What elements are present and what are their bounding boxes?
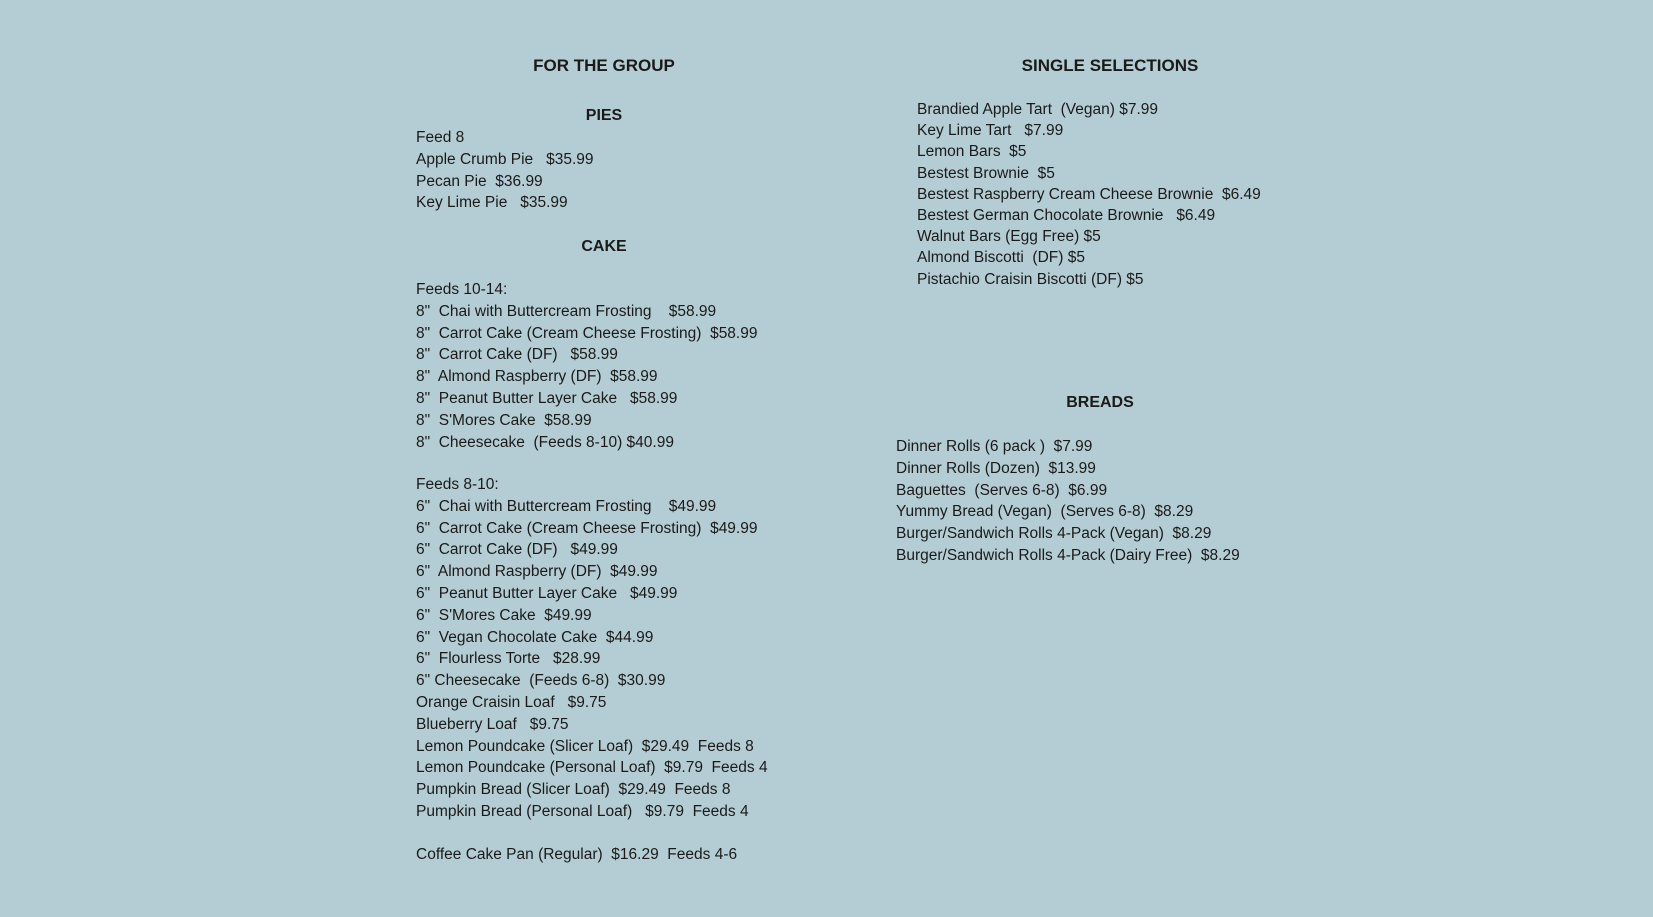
single-selections-heading: SINGLE SELECTIONS [1021, 56, 1199, 75]
menu-item: Dinner Rolls (6 pack ) $7.99 [896, 438, 1093, 455]
menu-item: Pumpkin Bread (Personal Loaf) $9.79 Feeds 4 [416, 803, 749, 820]
menu-item: 6" Vegan Chocolate Cake $44.99 [416, 628, 654, 646]
pies-heading: PIES [585, 107, 623, 124]
menu-item: Bestest Brownie $5 [917, 164, 1055, 182]
menu-item: 6" S'Mores Cake $49.99 [416, 606, 592, 624]
menu-item: 8" S'Mores Cake $58.99 [416, 411, 592, 429]
menu-item: 6" Flourless Torte $28.99 [416, 650, 601, 668]
menu-item: 8" Chai with Buttercream Frosting $58.99 [416, 302, 717, 320]
menu-item: 6" Carrot Cake (Cream Cheese Frosting) $49.99 [416, 519, 758, 537]
menu-item: Feeds 10-14: [416, 281, 508, 298]
menu-item: Bestest Raspberry Cream Cheese Brownie $6.49 [917, 185, 1261, 203]
menu-item: Key Lime Pie $35.99 [416, 194, 568, 212]
menu-item: 8" Carrot Cake (Cream Cheese Frosting) $58.99 [416, 324, 758, 342]
menu-item: Burger/Sandwich Rolls 4-Pack (Dairy Free) $8.29 [896, 547, 1240, 564]
menu-item: 8" Cheesecake (Feeds 8-10) $40.99 [416, 433, 674, 451]
breads-heading: BREADS [1066, 394, 1134, 411]
menu-item: Apple Crumb Pie $35.99 [416, 150, 594, 168]
menu-item: 8" Peanut Butter Layer Cake $58.99 [416, 390, 678, 407]
menu-item: Pecan Pie $36.99 [416, 172, 543, 190]
menu-item: Almond Biscotti (DF) $5 [917, 249, 1085, 267]
menu-item: Feed 8 [416, 129, 465, 146]
menu-item: Key Lime Tart $7.99 [917, 122, 1064, 140]
menu-item: Feeds 8-10: [416, 476, 499, 493]
menu-item: 6" Chai with Buttercream Frosting $49.99 [416, 497, 717, 515]
menu-item: Baguettes (Serves 6-8) $6.99 [896, 481, 1108, 499]
menu-item: Yummy Bread (Vegan) (Serves 6-8) $8.29 [896, 503, 1194, 521]
menu-item: Walnut Bars (Egg Free) $5 [917, 228, 1101, 246]
menu-item: Brandied Apple Tart (Vegan) $7.99 [917, 101, 1158, 118]
menu-item: Pumpkin Bread (Slicer Loaf) $29.49 Feeds 8 [416, 781, 731, 799]
menu-item: 8" Carrot Cake (DF) $58.99 [416, 346, 618, 364]
menu-item: Burger/Sandwich Rolls 4-Pack (Vegan) $8.29 [896, 525, 1212, 543]
menu-item: 8" Almond Raspberry (DF) $58.99 [416, 368, 658, 386]
menu-item: Lemon Poundcake (Personal Loaf) $9.79 Feeds 4 [416, 759, 768, 777]
for-the-group-heading: FOR THE GROUP [533, 56, 675, 75]
menu-item: 6" Cheesecake (Feeds 6-8) $30.99 [416, 672, 666, 690]
menu-item: Bestest German Chocolate Brownie $6.49 [917, 207, 1216, 224]
cake-heading: CAKE [581, 238, 627, 255]
menu-item: Dinner Rolls (Dozen) $13.99 [896, 459, 1096, 477]
menu-item: Lemon Poundcake (Slicer Loaf) $29.49 Feeds 8 [416, 737, 754, 755]
menu-item: Coffee Cake Pan (Regular) $16.29 Feeds 4-6 [416, 846, 738, 863]
menu-item: Orange Craisin Loaf $9.75 [416, 694, 607, 711]
menu-item: 6" Peanut Butter Layer Cake $49.99 [416, 585, 678, 602]
menu-item: Blueberry Loaf $9.75 [416, 715, 569, 733]
menu-item: Pistachio Craisin Biscotti (DF) $5 [917, 270, 1144, 288]
menu-item: 6" Carrot Cake (DF) $49.99 [416, 541, 618, 559]
menu-item: Lemon Bars $5 [917, 143, 1027, 161]
menu-item: 6" Almond Raspberry (DF) $49.99 [416, 563, 658, 581]
